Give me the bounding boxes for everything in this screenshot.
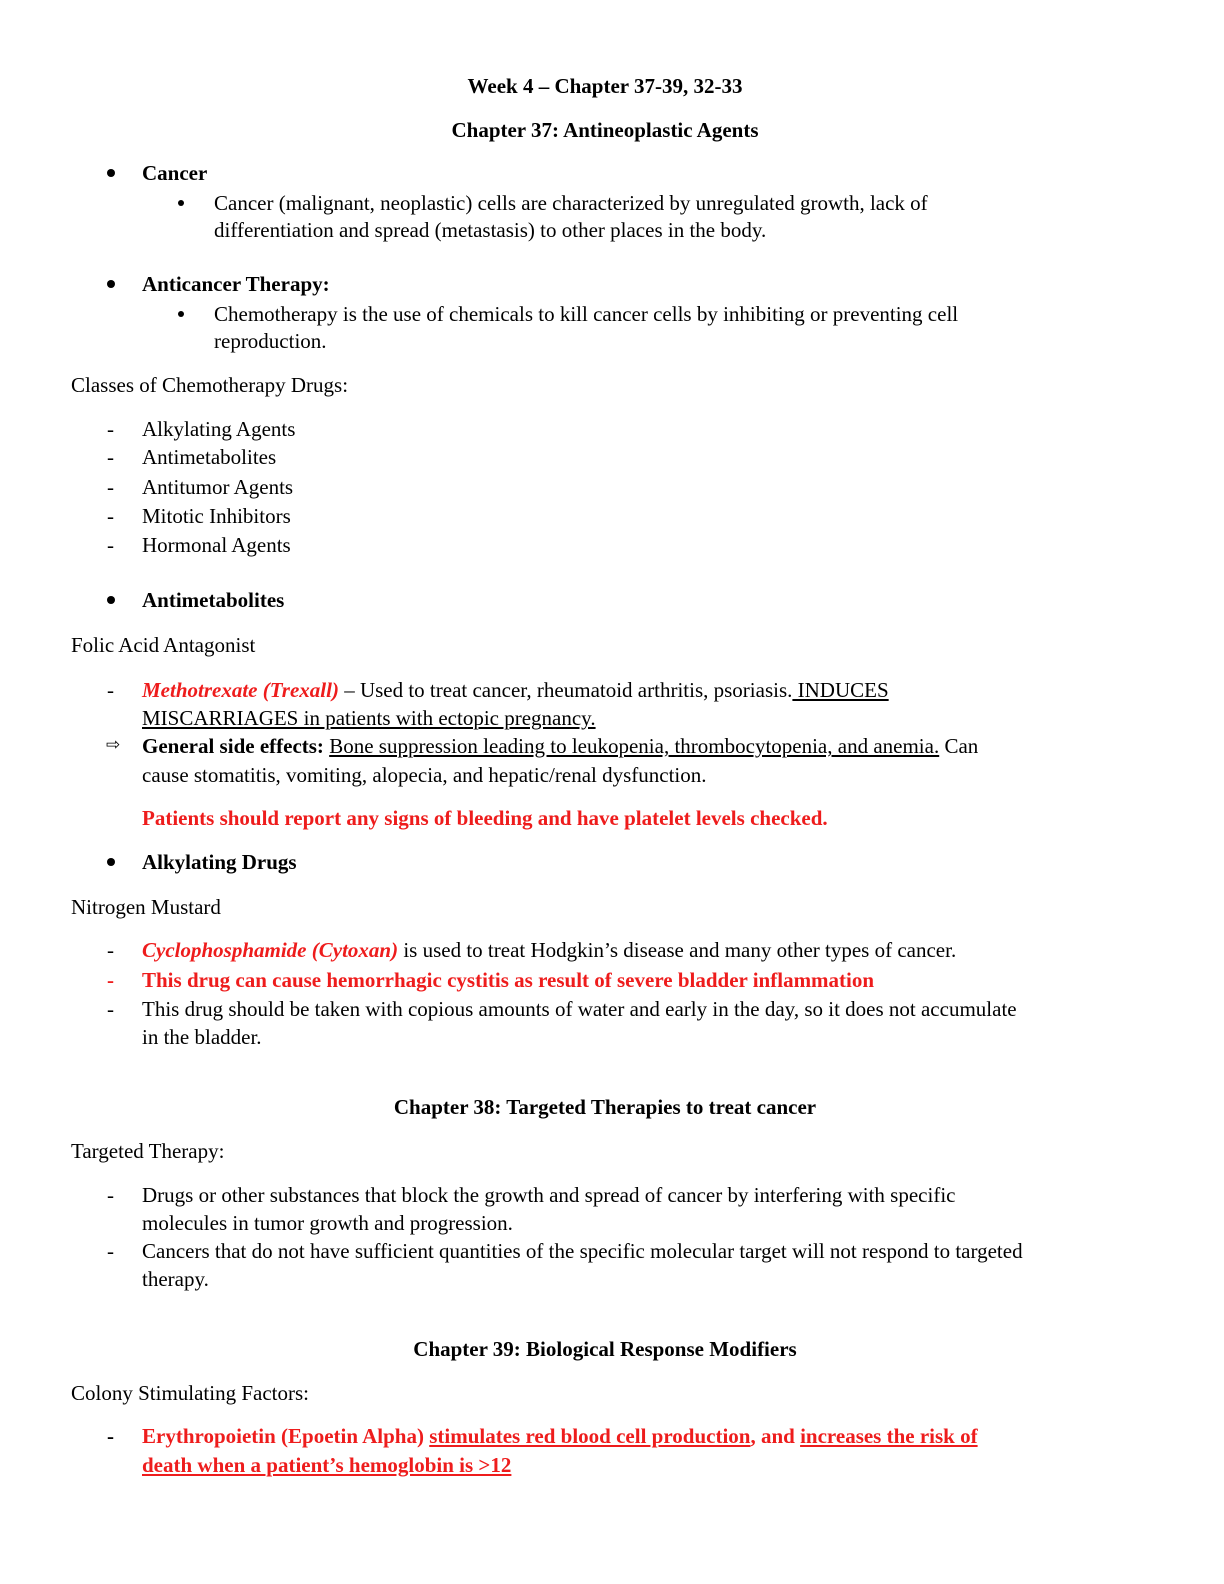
side-effects-rest: Can xyxy=(939,734,979,758)
erythropoietin-drug-name: Erythropoietin (Epoetin Alpha) xyxy=(142,1424,430,1448)
bullet-dot xyxy=(107,596,115,604)
nitrogen-mustard-subheading: Nitrogen Mustard xyxy=(71,895,221,919)
class-item: Hormonal Agents xyxy=(142,533,291,557)
side-effects-label: General side effects: xyxy=(142,734,324,758)
class-item: Alkylating Agents xyxy=(142,417,296,441)
sub-bullet-dot xyxy=(178,200,184,206)
antimetabolites-label: Antimetabolites xyxy=(142,588,285,612)
list-dash: - xyxy=(107,938,114,962)
therapy-label: Anticancer Therapy: xyxy=(142,272,330,296)
methotrexate-warning-line-2: MISCARRIAGES in patients with ectopic pregnancy. xyxy=(142,706,596,730)
therapy-text-line-1: Chemotherapy is the use of chemicals to kill cancer cells by inhibiting or preventing cell xyxy=(214,302,959,326)
cystitis-warning: This drug can cause hemorrhagic cystitis as result of severe bladder inflammation xyxy=(142,968,875,992)
cancer-text-line-1: Cancer (malignant, neoplastic) cells are characterized by unregulated growth, lack of xyxy=(214,191,928,215)
list-dash: - xyxy=(107,997,114,1021)
list-dash: - xyxy=(107,1183,114,1207)
alkylating-label: Alkylating Drugs xyxy=(142,850,297,874)
erythropoietin-connector: , and xyxy=(750,1424,801,1448)
cyclophosphamide-description: is used to treat Hodgkin’s disease and many other types of cancer. xyxy=(398,938,957,962)
list-dash: - xyxy=(107,475,114,499)
methotrexate-warning: INDUCES xyxy=(792,678,889,702)
therapy-text-line-2: reproduction. xyxy=(214,329,327,353)
list-dash: - xyxy=(107,445,114,469)
chapter-39-heading: Chapter 39: Biological Response Modifiers xyxy=(413,1337,797,1361)
sub-bullet-dot xyxy=(178,311,184,317)
methotrexate-drug-name: Methotrexate (Trexall) xyxy=(142,678,339,702)
targeted-item-2-line-2: therapy. xyxy=(142,1267,209,1291)
bullet-dot xyxy=(107,169,115,177)
list-dash: - xyxy=(107,968,114,992)
class-item: Mitotic Inhibitors xyxy=(142,504,291,528)
chapter-38-heading: Chapter 38: Targeted Therapies to treat cancer xyxy=(393,1095,817,1119)
list-dash: - xyxy=(107,1424,114,1448)
targeted-therapy-subheading: Targeted Therapy: xyxy=(71,1139,225,1163)
erythropoietin-effect: stimulates red blood cell production xyxy=(429,1424,751,1448)
erythropoietin-line-2: death when a patient’s hemoglobin is >12 xyxy=(142,1453,512,1477)
side-effects-underlined: Bone suppression leading to leukopenia, thrombocytopenia, and anemia. xyxy=(329,734,940,758)
list-dash: - xyxy=(107,1239,114,1263)
bullet-dot xyxy=(107,280,115,288)
list-dash: - xyxy=(107,417,114,441)
side-effects-line-2: cause stomatitis, vomiting, alopecia, and hepatic/renal dysfunction. xyxy=(142,763,707,787)
list-dash: - xyxy=(107,533,114,557)
targeted-item-1-line-2: molecules in tumor growth and progression. xyxy=(142,1211,513,1235)
cancer-text-line-2: differentiation and spread (metastasis) to other places in the body. xyxy=(214,218,767,242)
arrow-bullet-icon: ⇨ xyxy=(106,735,121,755)
classes-heading: Classes of Chemotherapy Drugs: xyxy=(71,373,349,397)
list-dash: - xyxy=(107,504,114,528)
bleeding-alert: Patients should report any signs of bleeding and have platelet levels checked. xyxy=(142,806,828,830)
cancer-label: Cancer xyxy=(142,161,208,185)
cyclophosphamide-drug-name: Cyclophosphamide (Cytoxan) xyxy=(142,938,399,962)
water-note-line-2: in the bladder. xyxy=(142,1025,262,1049)
targeted-item-1-line-1: Drugs or other substances that block the growth and spread of cancer by interfering with specific xyxy=(142,1183,956,1207)
side-effects-line-1 xyxy=(142,732,978,760)
class-item: Antimetabolites xyxy=(142,445,277,469)
water-note-line-1: This drug should be taken with copious amounts of water and early in the day, so it does not accumulate xyxy=(142,997,1017,1021)
erythropoietin-line-1 xyxy=(142,1422,978,1450)
list-dash: - xyxy=(107,678,114,702)
class-item: Antitumor Agents xyxy=(142,475,294,499)
methotrexate-description: – Used to treat cancer, rheumatoid arthritis, psoriasis. xyxy=(338,678,793,702)
colony-stimulating-subheading: Colony Stimulating Factors: xyxy=(71,1381,310,1405)
chapter-37-heading: Chapter 37: Antineoplastic Agents xyxy=(451,118,759,142)
bullet-dot xyxy=(107,858,115,866)
cyclophosphamide-line xyxy=(142,936,956,964)
document-title: Week 4 – Chapter 37-39, 32-33 xyxy=(467,74,743,98)
erythropoietin-risk: increases the risk of xyxy=(800,1424,978,1448)
targeted-item-2-line-1: Cancers that do not have sufficient quantities of the specific molecular target will not respond to targeted xyxy=(142,1239,1023,1263)
folic-acid-subheading: Folic Acid Antagonist xyxy=(71,633,256,657)
methotrexate-line-1 xyxy=(142,676,889,704)
